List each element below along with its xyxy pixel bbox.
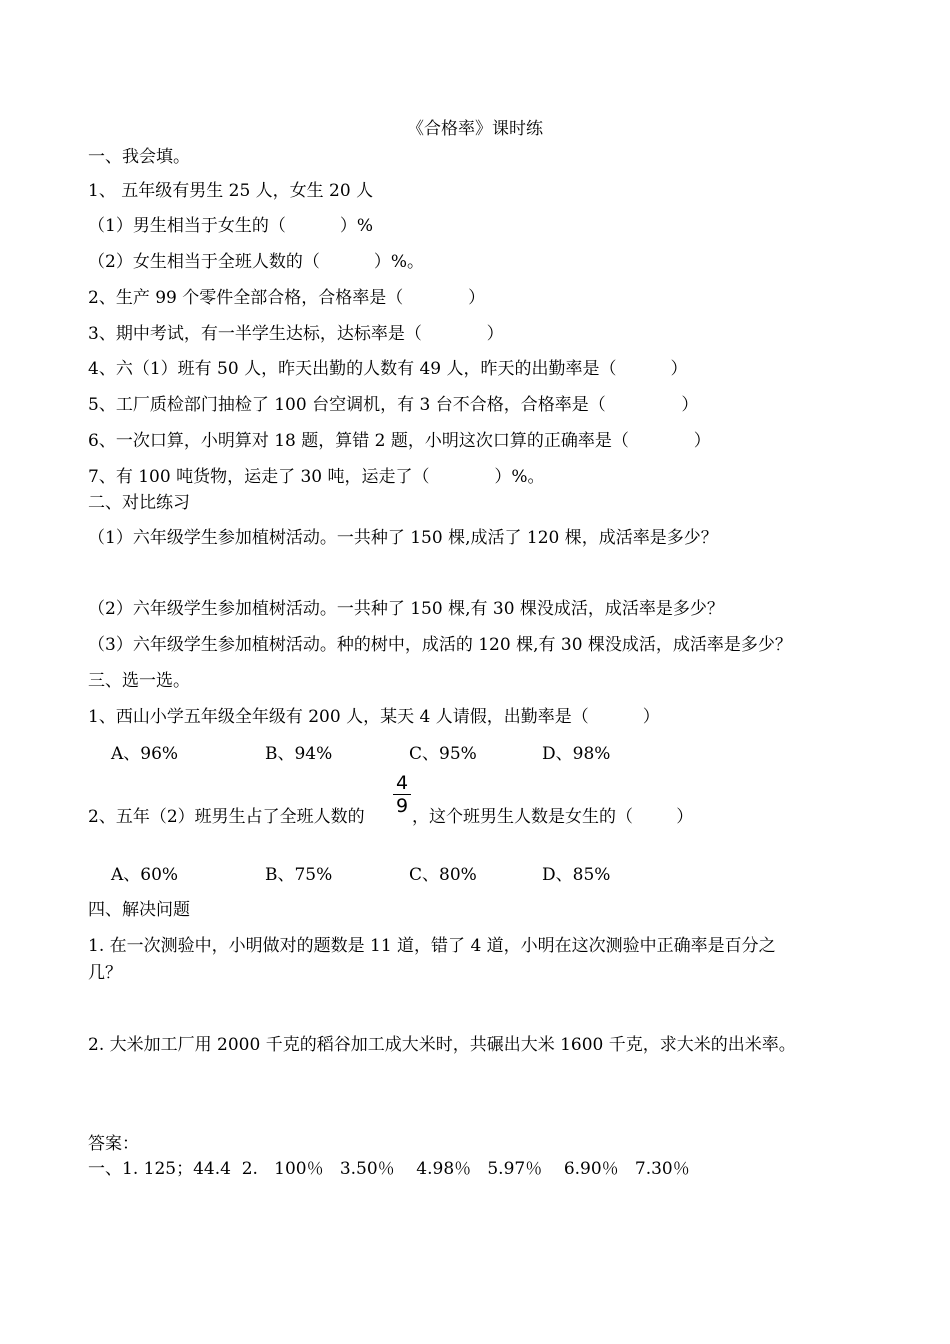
practice-1: （1）六年级学生参加植树活动。一共种了 150 棵,成活了 120 棵，成活率是多少？ (88, 528, 718, 548)
page-title: 《合格率》课时练 (407, 119, 543, 139)
answers-line: 一、1. 125；44.4 2. 100％ 3.50％ 4.98％ 5.97％ 6.90％ 7.30％ (88, 1159, 690, 1179)
problem-1-line-1: 1. 在一次测验中，小明做对的题数是 11 道，错了 4 道，小明在这次测验中正确率是百分之 (88, 936, 776, 956)
choice-2-option-d: D、85% (542, 865, 611, 885)
question-3: 3、期中考试，有一半学生达标，达标率是（ ） (88, 324, 504, 344)
choice-2-option-c: C、80% (409, 865, 477, 885)
question-2: 2、生产 99 个零件全部合格，合格率是（ ） (88, 288, 486, 308)
problem-2: 2. 大米加工厂用 2000 千克的稻谷加工成大米时，共碾出大米 1600 千克，求大米的出米率。 (88, 1035, 796, 1055)
question-1b: （2）女生相当于全班人数的（ ）%。 (88, 252, 425, 272)
choice-1-option-d: D、98% (542, 744, 611, 764)
question-1a: （1）男生相当于女生的（ ）% (88, 216, 374, 236)
answers-heading: 答案： (88, 1134, 139, 1154)
choice-1-option-a: A、96% (111, 744, 179, 764)
section3-heading: 三、选一选。 (88, 671, 190, 691)
choice-question-2-suffix: ，这个班男生人数是女生的（ ） (412, 807, 694, 827)
choice-1-option-c: C、95% (409, 744, 477, 764)
fraction-numerator: 4 (395, 772, 409, 794)
choice-2-option-b: B、75% (265, 865, 333, 885)
question-1: 1、 五年级有男生 25 人，女生 20 人 (88, 181, 374, 201)
section2-heading: 二、对比练习 (88, 493, 190, 513)
question-6: 6、一次口算，小明算对 18 题，算错 2 题，小明这次口算的正确率是（ ） (88, 431, 711, 451)
fraction-denominator: 9 (395, 795, 409, 817)
choice-question-1: 1、西山小学五年级全年级有 200 人，某天 4 人请假，出勤率是（ ） (88, 707, 660, 727)
question-5: 5、工厂质检部门抽检了 100 台空调机，有 3 台不合格，合格率是（ ） (88, 395, 699, 415)
problem-1-line-2: 几？ (88, 963, 122, 983)
section1-heading: 一、我会填。 (88, 147, 190, 167)
choice-2-option-a: A、60% (111, 865, 179, 885)
question-7: 7、有 100 吨货物，运走了 30 吨，运走了（ ）%。 (88, 467, 545, 487)
practice-3: （3）六年级学生参加植树活动。种的树中，成活的 120 棵,有 30 棵没成活，成活率是多少？ (88, 635, 792, 655)
section4-heading: 四、解决问题 (88, 900, 190, 920)
question-4: 4、六（1）班有 50 人，昨天出勤的人数有 49 人，昨天的出勤率是（ ） (88, 359, 688, 379)
choice-question-2-prefix: 2、五年（2）班男生占了全班人数的 (88, 807, 365, 827)
practice-2: （2）六年级学生参加植树活动。一共种了 150 棵,有 30 棵没成活，成活率是多少？ (88, 599, 724, 619)
fraction-four-ninths (393, 773, 411, 816)
choice-1-option-b: B、94% (265, 744, 333, 764)
